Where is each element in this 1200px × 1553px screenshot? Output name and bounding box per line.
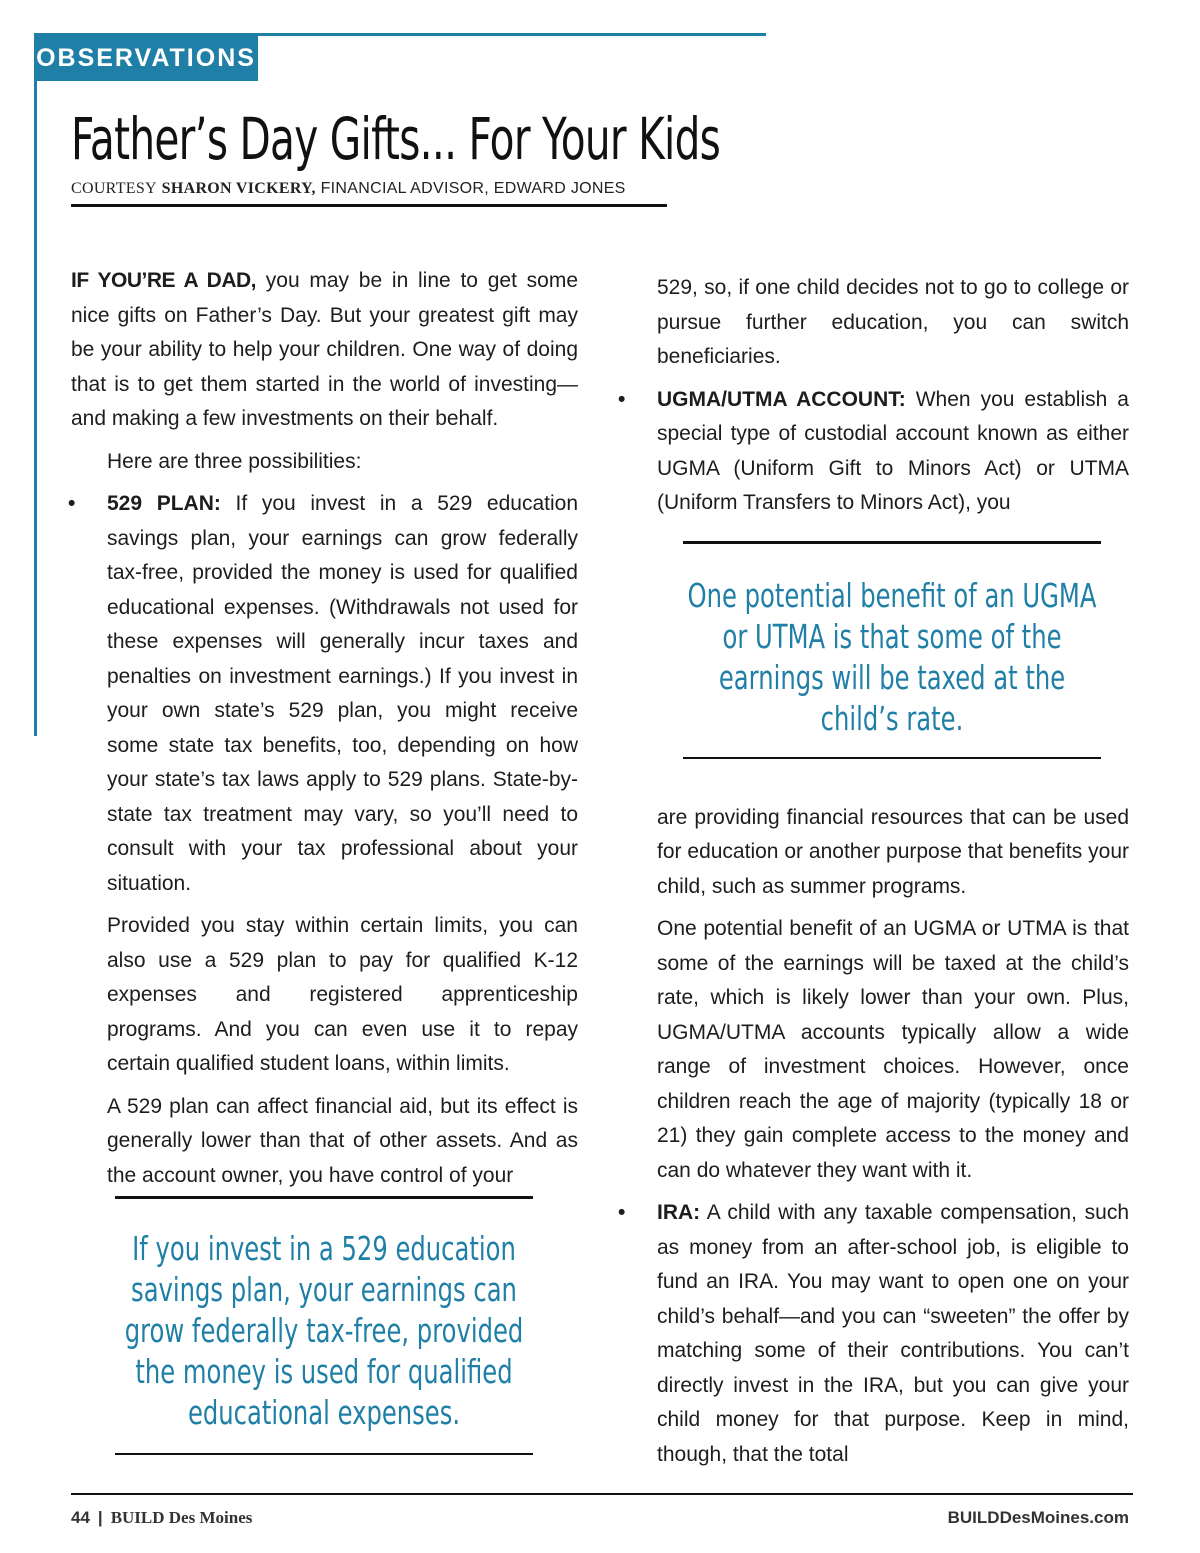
bullet-label: IRA: [657,1201,701,1224]
bullet-ugma-utma [618,383,1129,521]
ugma-continued-1: are providing financial resources that can be used for education or another purpose that benefits your child, such as summer programs. [657,805,1129,898]
publication-name: BUILD Des Moines [110,1508,253,1527]
pullquote-text: One potential benefit of an UGMA or UTMA is that some of the earnings will be taxed at the child’s rate. [687,576,1097,738]
possibilities-line: Here are three possibilities: [107,449,362,473]
ugma-continued-2: One potential benefit of an UGMA or UTMA is that some of the earnings will be taxed at the child’s rate, which is likely lower than your own. Plus, UGMA/UTMA accounts typically allow a wide range of investment choices. However, once children reach the age of majority (typically 18 or 21) they gain complete access to the money and can do whatever they want with it. [657,917,1129,1182]
pullquote-rule-top [115,1196,533,1199]
article-column-right [618,271,1129,1480]
pullquote-rule-bottom [115,1453,533,1455]
bullet-text: If you invest in a 529 education savings plan, your earnings can grow federally tax-free, provided the money is used for qualified educational expenses. (Withdrawals not used for these expenses will generally incur taxes and penalties on investment earnings.) If you invest in your own state’s 529 plan, you might receive some state tax benefits, too, depending on how your state’s tax laws apply to 529 plans. State-by-state tax treatment may vary, so you’ll need to consult with your tax professional about your situation. [107,492,579,895]
article-title: Father’s Day Gifts... For Your Kids [71,105,721,173]
plan529-paragraph-3: A 529 plan can affect financial aid, but its effect is generally lower than that of other assets. And as the account owner, you have control of your [107,1094,578,1187]
byline-author: SHARON VICKERY, [161,180,316,197]
bullet-text: A child with any taxable compensation, such as money from an after-school job, is eligible to fund an IRA. You may want to open one on your child’s behalf—and you can “sweeten” the offer by matching some of their contributions. You can’t directly invest in the IRA, but you can give your child money for that purpose. Keep in mind, though, that the total [657,1201,1129,1466]
publication-website[interactable]: BUILDDesMoines.com [947,1508,1129,1527]
bullet-dot: • [68,492,76,515]
left-accent-rule [34,33,37,736]
bullet-label: 529 PLAN: [107,492,221,515]
article-column-left [68,264,579,1201]
section-label: OBSERVATIONS [34,36,258,81]
title-divider [71,204,667,207]
footer-page-info [71,1508,252,1528]
byline-role: FINANCIAL ADVISOR, EDWARD JONES [320,180,626,197]
intro-text: you may be in line to get some nice gifts on Father’s Day. But your greatest gift may be your ability to help your children. One way of doing that is to get them started in the world of investing—and making a few investments on their behalf. [71,269,579,430]
pullquote-left [115,1196,533,1458]
plan529-continued: 529, so, if one child decides not to go to college or pursue further education, you can switch beneficiaries. [657,276,1129,368]
bullet-label: UGMA/UTMA ACCOUNT: [657,387,906,411]
footer-divider [71,1493,1133,1495]
byline-courtesy: COURTESY [71,180,157,197]
bullet-529-plan [68,487,579,901]
page-number: 44 [71,1508,90,1527]
pullquote-rule-bottom [683,757,1101,759]
intro-lead: IF YOU’RE A DAD, [71,269,256,292]
pullquote-text: If you invest in a 529 education savings plan, your earnings can grow federally tax-free, provided the money is used for qualified educational expenses. [124,1229,524,1432]
pullquote-rule-top [683,541,1101,544]
pullquote-right [683,541,1101,762]
bullet-dot: • [618,387,626,411]
bullet-dot: • [618,1201,626,1224]
plan529-paragraph-2: Provided you stay within certain limits, you can also use a 529 plan to pay for qualified K-12 expenses and registered apprenticeship programs. And you can even use it to repay certain qualified student loans, within limits. [107,914,578,1075]
bullet-ira [618,1196,1129,1472]
byline [71,180,626,198]
footer-separator: | [97,1508,103,1527]
intro-paragraph [71,264,578,437]
bullet-text: When you establish a special type of custodial account known as either UGMA (Uniform Gift to Minors Act) or UTMA (Uniform Transfers to Minors Act), you [657,387,1129,514]
